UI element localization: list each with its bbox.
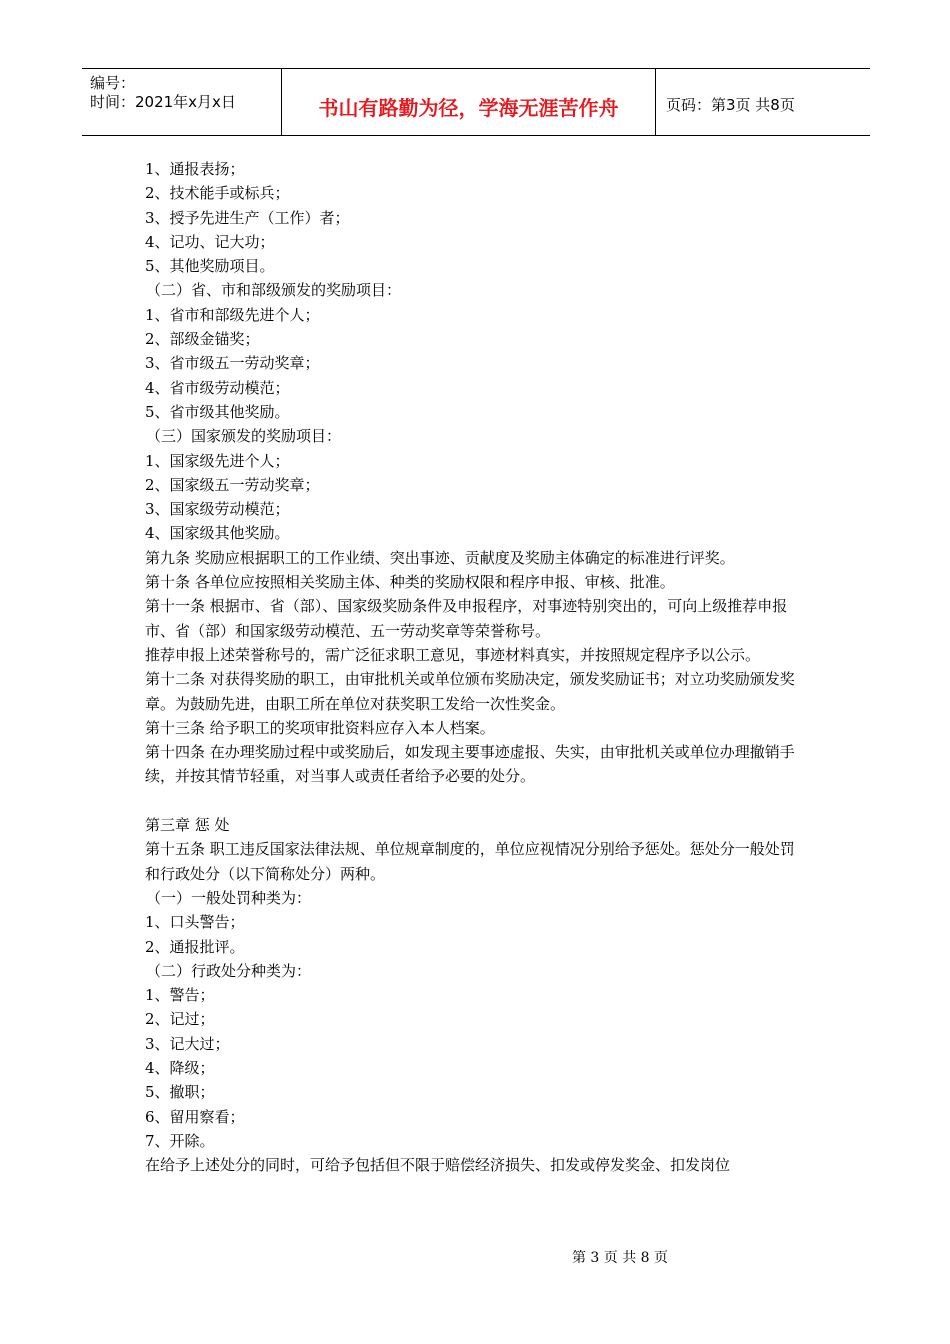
document-body (145, 157, 809, 1177)
body-paragraph: 第十二条 对获得奖励的职工，由审批机关或单位颁布奖励决定，颁发奖励证书；对立功奖励颁发奖章。为鼓励先进，由职工所在单位对获奖职工发给一次性奖金。 (145, 670, 795, 713)
body-paragraph: 7、开除。 (145, 1131, 215, 1150)
body-paragraph: 2、部级金锚奖； (145, 330, 260, 349)
body-paragraph: 3、记大过； (145, 1034, 230, 1053)
body-paragraph: 2、通报批评。 (145, 937, 245, 956)
header-page-cell (656, 69, 870, 135)
body-paragraph: 3、省市级五一劳动奖章； (145, 354, 320, 373)
header-page-number: 页码：第3页 共8页 (666, 96, 795, 114)
body-paragraph: 第九条 奖励应根据职工的工作业绩、突出事迹、贡献度及奖励主体确定的标准进行评奖。 (145, 548, 735, 567)
document-number-label: 编号： (90, 74, 136, 92)
body-paragraph: 1、省市和部级先进个人； (145, 305, 320, 324)
body-paragraph: 1、口头警告； (145, 913, 245, 932)
body-paragraph: 第十四条 在办理奖励过程中或奖励后，如发现主要事迹虚报、失实，由审批机关或单位办理撤销手续，并按其情节轻重，对当事人或责任者给予必要的处分。 (145, 743, 795, 786)
body-paragraph: （一）一般处罚种类为： (146, 888, 312, 907)
body-paragraph: 第十五条 职工违反国家法律法规、单位规章制度的，单位应视情况分别给予惩处。惩处分一般处罚和行政处分（以下简称处分）两种。 (145, 840, 795, 883)
body-paragraph: 第十三条 给予职工的奖项审批资料应存入本人档案。 (145, 718, 495, 737)
body-paragraph: （三）国家颁发的奖励项目： (146, 427, 342, 446)
body-paragraph: （二）行政处分种类为： (146, 961, 312, 980)
header-motto-cell (282, 69, 656, 135)
page-footer: 第 3 页 共 8 页 (571, 1250, 669, 1266)
body-paragraph: （二）省、市和部级颁发的奖励项目： (146, 281, 402, 300)
body-paragraph: 3、国家级劳动模范； (145, 500, 290, 519)
body-paragraph: 5、其他奖励项目。 (145, 257, 275, 276)
body-paragraph: 2、技术能手或标兵； (145, 184, 290, 203)
body-paragraph: 3、授予先进生产（工作）者； (145, 208, 350, 227)
header-meta-cell (82, 69, 282, 135)
body-paragraph: 4、记功、记大功； (145, 232, 275, 251)
body-paragraph: 在给予上述处分的同时，可给予包括但不限于赔偿经济损失、扣发或停发奖金、扣发岗位 (145, 1156, 731, 1175)
body-paragraph: 6、留用察看； (145, 1107, 245, 1126)
blank-line (145, 789, 809, 813)
body-paragraph: 第十一条 根据市、省（部）、国家级奖励条件及申报程序，对事迹特别突出的，可向上级推荐申报市、省（部）和国家级劳动模范、五一劳动奖章等荣誉称号。 (145, 597, 788, 640)
body-paragraph: 第三章 惩 处 (145, 816, 230, 835)
document-header (82, 68, 870, 136)
body-paragraph: 1、警告； (145, 986, 215, 1005)
body-paragraph: 推荐申报上述荣誉称号的，需广泛征求职工意见，事迹材料真实，并按照规定程序予以公示。 (145, 645, 761, 664)
header-motto: 书山有路勤为径，学海无涯苦作舟 (318, 96, 619, 120)
body-paragraph: 5、撤职； (145, 1083, 215, 1102)
body-paragraph: 5、省市级其他奖励。 (145, 402, 290, 421)
body-paragraph: 1、国家级先进个人； (145, 451, 290, 470)
body-paragraph: 4、省市级劳动模范； (145, 378, 290, 397)
body-paragraph: 2、记过； (145, 1010, 215, 1029)
document-date-label: 时间：2021年x月x日 (90, 93, 236, 111)
body-paragraph: 第十条 各单位应按照相关奖励主体、种类的奖励权限和程序申报、审核、批准。 (145, 573, 675, 592)
body-paragraph: 2、国家级五一劳动奖章； (145, 475, 320, 494)
body-paragraph: 1、通报表扬； (145, 160, 245, 178)
body-paragraph: 4、国家级其他奖励。 (145, 524, 290, 543)
body-paragraph: 4、降级； (145, 1058, 215, 1077)
